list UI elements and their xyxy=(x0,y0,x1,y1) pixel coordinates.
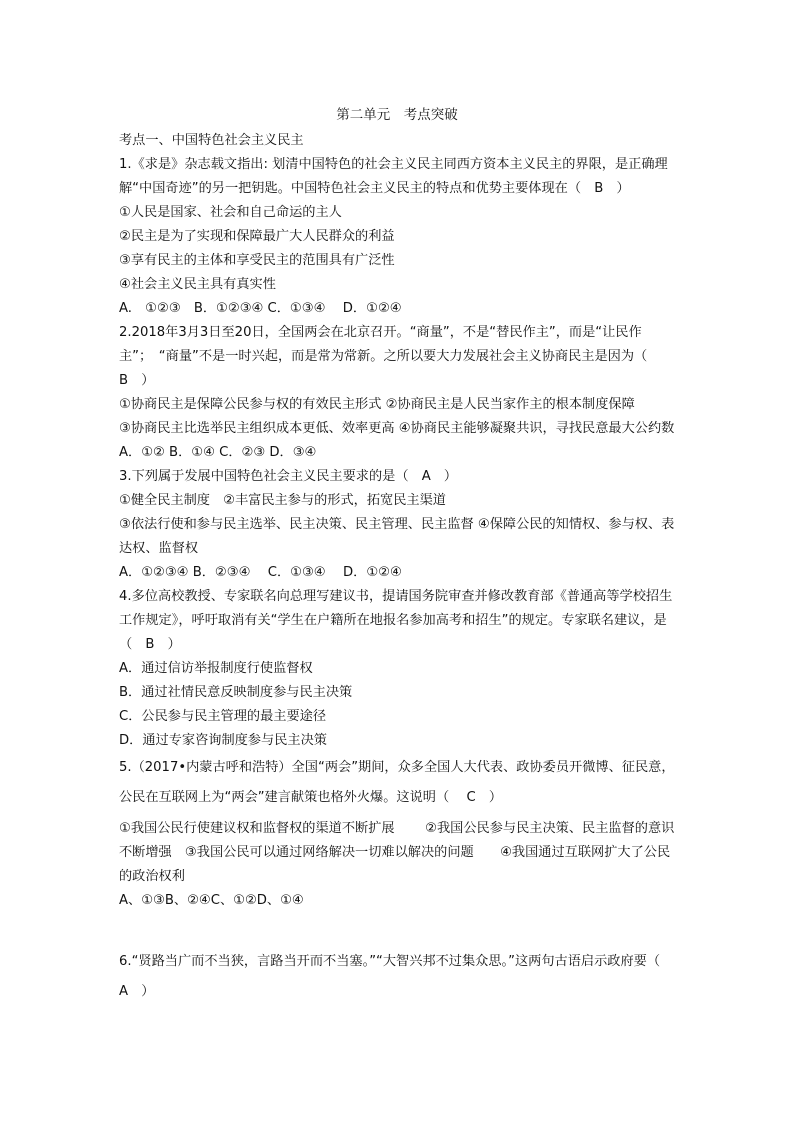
question-3-option: ①健全民主制度 ②丰富民主参与的形式，拓宽民主渠道 xyxy=(119,493,446,508)
page-title: 第二单元 考点突破 xyxy=(336,107,458,123)
question-3-option: ③依法行使和参与民主选举、民主决策、民主管理、民主监督 ④保障公民的知情权、参与权、表达权、监督权 xyxy=(119,517,675,556)
question-1-stem: 1.《求是》杂志载文指出: 划清中国特色的社会主义民主同西方资本主义民主的界限，是正确理解“中国奇迹”的另一把钥匙。中国特色社会主义民主的特点和优势主要体现在（ B ） xyxy=(119,157,668,196)
question-2-choices: A．①② B．①④ C．②③ D．③④ xyxy=(119,445,317,460)
question-4-stem: 4.多位高校教授、专家联名向总理写建议书，提请国务院审查并修改教育部《普通高等学校招生工作规定》，呼吁取消有关“学生在户籍所在地报名参加高考和招生”的规定。专家联名建议，是（ B ） xyxy=(119,589,673,652)
question-3-choices: A．①②③④ B．②③④ C．①③④ D．①②④ xyxy=(119,565,402,580)
question-2-option: ③协商民主比选举民主组织成本更低、效率更高 ④协商民主能够凝聚共识，寻找民意最大公约数 xyxy=(119,421,675,436)
question-1-choices: A. ①②③ B．①②③④ C．①③④ D．①②④ xyxy=(119,301,402,316)
question-2-option: ①协商民主是保障公民参与权的有效民主形式 ②协商民主是人民当家作主的根本制度保障 xyxy=(119,397,635,412)
question-5-options: ①我国公民行使建议权和监督权的渠道不断扩展 ②我国公民参与民主决策、民主监督的意识不断增强 ③我国公民可以通过网络解决一切难以解决的问题 ④我国通过互联网扩大了公民的政治权利 xyxy=(119,821,675,884)
question-4-option: A．通过信访举报制度行使监督权 xyxy=(119,661,313,676)
question-1-option: ③享有民主的主体和享受民主的范围具有广泛性 xyxy=(119,253,395,268)
question-2-stem: 2.2018年3月3日至20日，全国两会在北京召开。“商量”，不是“替民作主”，而是“让民作主”； “商量”不是一时兴起，而是常为常新。之所以要大力发展社会主义协商民主是因为（ B ） xyxy=(119,325,661,388)
question-1-option: ①人民是国家、社会和自己命运的主人 xyxy=(119,205,342,220)
question-1-option: ④社会主义民主具有真实性 xyxy=(119,277,276,292)
question-5-stem: 5.（2017•内蒙古呼和浩特）全国“两会”期间，众多全国人大代表、政协委员开微博、征民意，公民在互联网上为“两会”建言献策也格外火爆。这说明（ C ） xyxy=(119,760,675,805)
document-body xyxy=(119,129,679,1007)
question-5-choices: A、①③B、②④C、①②D、①④ xyxy=(119,893,304,908)
spacer xyxy=(119,913,679,947)
question-4-option: C．公民参与民主管理的最主要途径 xyxy=(119,709,327,724)
question-4-option: D．通过专家咨询制度参与民主决策 xyxy=(119,733,327,748)
question-3-stem: 3.下列属于发展中国特色社会主义民主要求的是（ A ） xyxy=(119,469,458,484)
question-4-option: B．通过社情民意反映制度参与民主决策 xyxy=(119,685,353,700)
question-1-option: ②民主是为了实现和保障最广大人民群众的利益 xyxy=(119,229,395,244)
question-6-stem: 6.“贤路当广而不当狭，言路当开而不当塞。”“大智兴邦不过集众思。”这两句古语启示政府要（ A ） xyxy=(119,954,674,999)
section-heading: 考点一、中国特色社会主义民主 xyxy=(119,133,304,148)
